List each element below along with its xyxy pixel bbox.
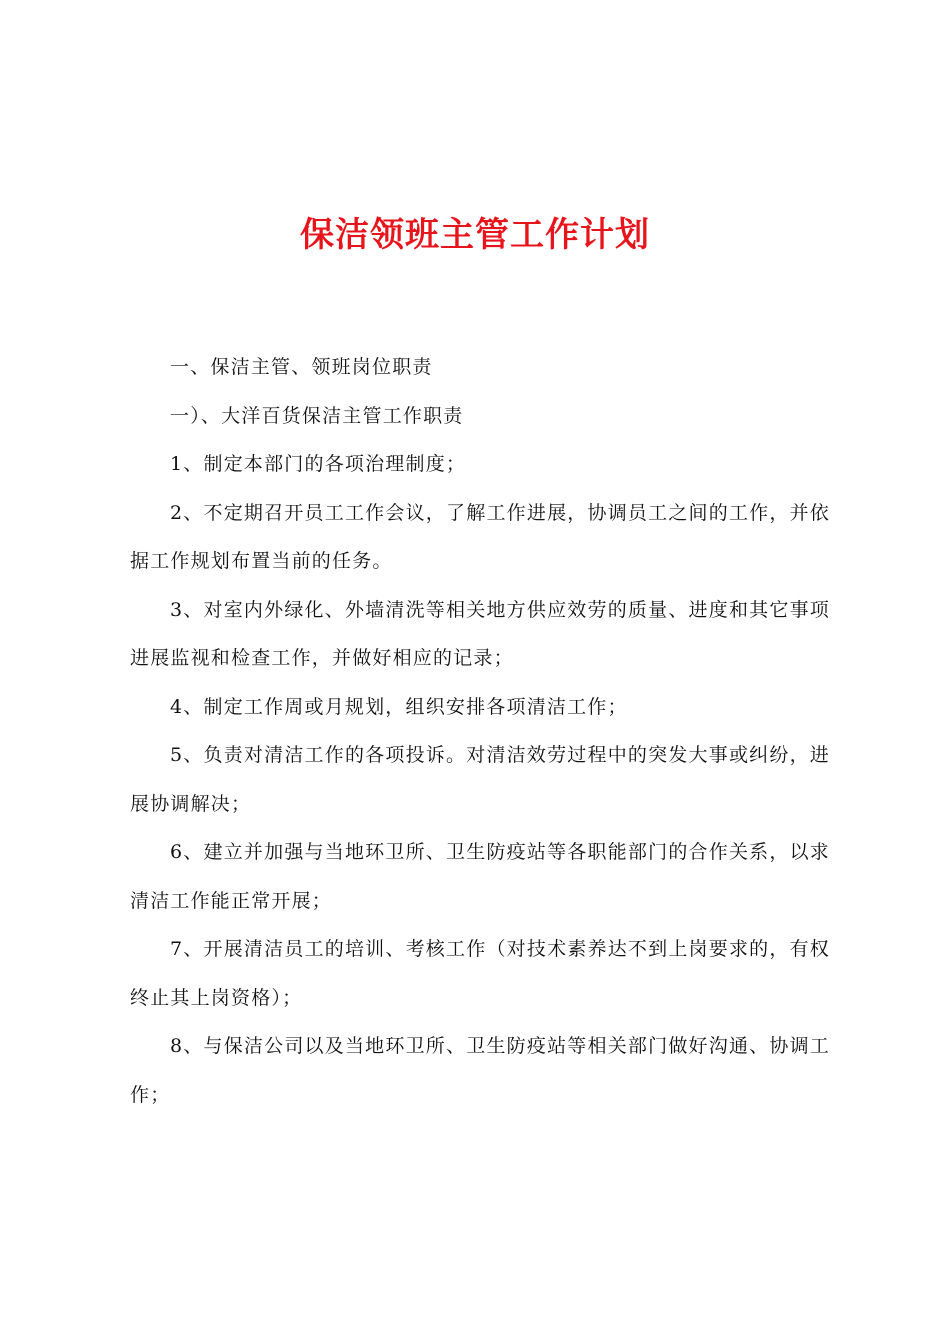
duty-item-1: 1、制定本部门的各项治理制度；: [170, 453, 467, 475]
duty-item-3: 3、对室内外绿化、外墙清洗等相关地方供应效劳的质量、进度和其它事项进展监视和检查工作，并做好相应的记录；: [130, 598, 830, 669]
subsection-heading: 一）、大洋百货保洁主管工作职责: [170, 404, 464, 427]
duty-item-4: 4、制定工作周或月规划，组织安排各项清洁工作；: [170, 695, 628, 718]
duty-item-7: 7、开展清洁员工的培训、考核工作（对技术素养达不到上岗要求的，有权终止其上岗资格）；: [130, 938, 830, 1009]
document-body: [130, 343, 830, 1119]
duty-item-8: 8、与保洁公司以及当地环卫所、卫生防疫站等相关部门做好沟通、协调工作；: [130, 1035, 830, 1106]
duty-item-5: 5、负责对清洁工作的各项投诉。对清洁效劳过程中的突发大事或纠纷，进展协调解决；: [130, 744, 830, 815]
duty-item-2: 2、不定期召开员工工作会议，了解工作进展，协调员工之间的工作，并依据工作规划布置当前的任务。: [130, 501, 830, 572]
document-title: 保洁领班主管工作计划: [300, 215, 650, 255]
duty-item-6: 6、建立并加强与当地环卫所、卫生防疫站等各职能部门的合作关系，以求清洁工作能正常开展；: [130, 841, 830, 912]
section-heading: 一、保洁主管、领班岗位职责: [170, 356, 433, 378]
